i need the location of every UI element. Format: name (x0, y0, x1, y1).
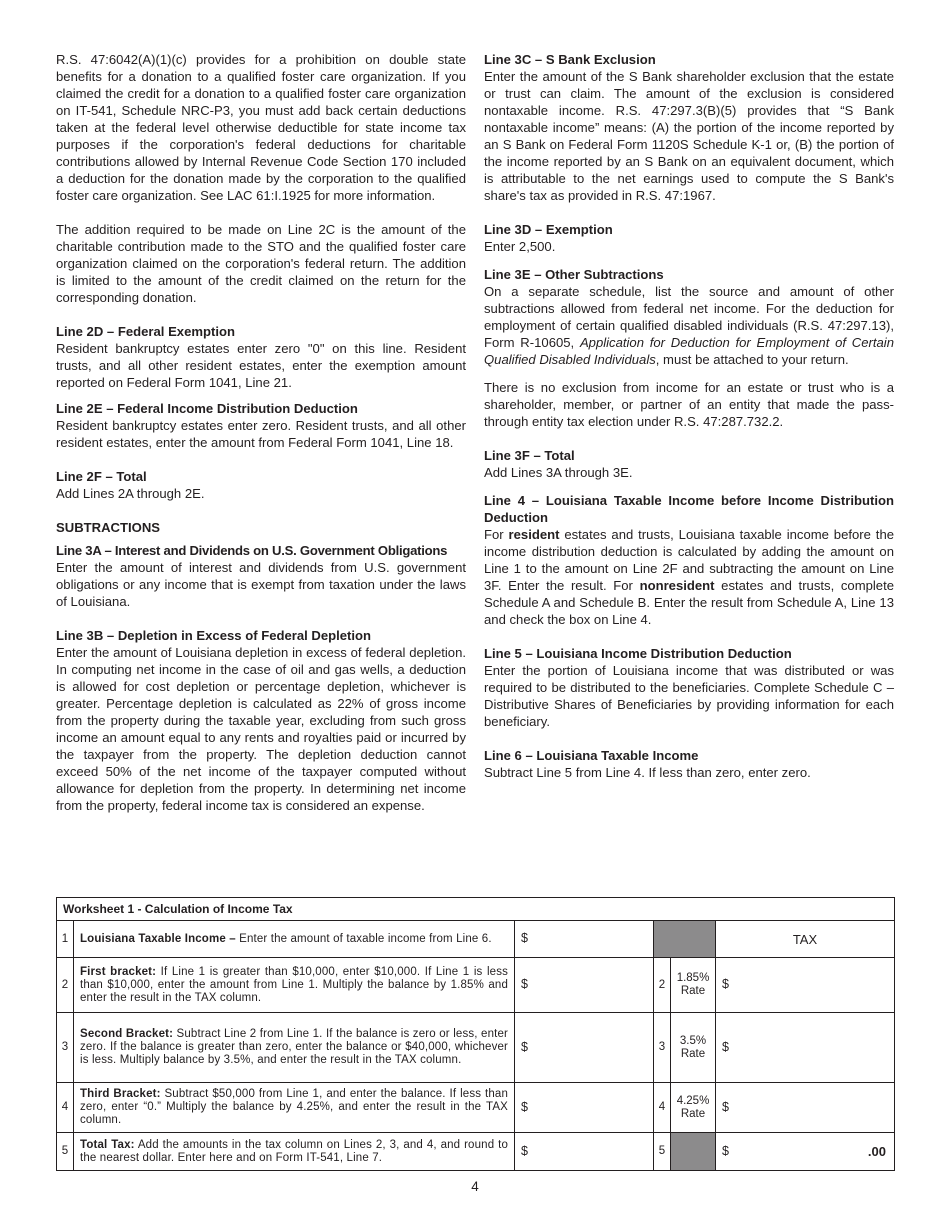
tax-field[interactable]: $ (716, 1013, 895, 1083)
shaded-cell (671, 1133, 716, 1171)
line-2d-text: Resident bankruptcy estates enter zero "0" on this line. Resident trusts, and all other resident estates, enter the exemption amount reported on Federal Form 1041, Line 21. (56, 341, 466, 390)
row-number: 4 (57, 1083, 74, 1133)
line-number: 3 (654, 1013, 671, 1083)
tax-column-header: TAX (716, 921, 895, 958)
shaded-cell (654, 921, 716, 958)
amount-field[interactable]: $ (515, 958, 654, 1013)
amount-field[interactable]: $ (515, 1133, 654, 1171)
line-3e-text: On a separate schedule, list the source and amount of other subtractions allowed from federal net income. For the deduction for employment of certain qualified disabled individuals (R.S. 47:297.13), Form R-10605, Application for Deduction for Employment of Certain Qualified Disabled Individuals, must be attached to your return. (484, 284, 894, 367)
row-description: Total Tax: Add the amounts in the tax column on Lines 2, 3, and 4, and round to the nearest dollar. Enter here and on Form IT-541, Line 7. (74, 1133, 515, 1171)
row-description: Second Bracket: Subtract Line 2 from Line 1. If the balance is zero or less, enter zero. If the balance is greater than zero, enter the balance or $40,000, whichever is less. Multiply balance by 3.5%, and enter the result in the TAX column. (74, 1013, 515, 1083)
line-3d-text: Enter 2,500. (484, 239, 556, 254)
cents-label: .00 (867, 1143, 886, 1159)
tax-field[interactable]: $ (716, 1083, 895, 1133)
worksheet-row-2 (57, 958, 895, 1013)
line-3e-note: There is no exclusion from income for an estate or trust who is a shareholder, member, or partner of an entity that made the pass-through entity tax election under R.S. 47:287.732.2. (484, 380, 894, 429)
worksheet-title: Worksheet 1 - Calculation of Income Tax (57, 898, 895, 921)
line-3f-text: Add Lines 3A through 3E. (484, 465, 633, 480)
row-description: Louisiana Taxable Income – Enter the amount of taxable income from Line 6. (74, 921, 515, 958)
line-number: 5 (654, 1133, 671, 1171)
line-3e-heading: Line 3E – Other Subtractions (484, 267, 664, 282)
tax-field[interactable]: $ (716, 958, 895, 1013)
line-number: 4 (654, 1083, 671, 1133)
worksheet-row-1 (57, 921, 895, 958)
line-3b-heading: Line 3B – Depletion in Excess of Federal Depletion (56, 628, 372, 643)
amount-field[interactable]: $ (515, 921, 654, 958)
row-description: First bracket: If Line 1 is greater than $10,000, enter $10,000. If Line 1 is less than $10,000, enter the amount from Line 1. Multiply the balance by 1.85% and enter the result in the TAX column. (74, 958, 515, 1013)
addition-paragraph: The addition required to be made on Line 2C is the amount of the charitable contribution made to the STO and the qualified foster care organization claimed on the corporation's federal return. The addition is limited to the amount of the credit claimed on the return for the corresponding donation. (56, 222, 466, 305)
line-4-text: For resident estates and trusts, Louisiana taxable income before the income distribution deduction is calculated by adding the amount on Line 1 to the amount on Line 2F and subtracting the amount on Line 3F. Enter the result. For nonresident estates and trusts, complete Schedule A and Schedule B. Enter the result from Schedule A, Line 13 and check the box on Line 4. (484, 527, 895, 627)
line-6-heading: Line 6 – Louisiana Taxable Income (484, 748, 699, 763)
rate-cell: 3.5% Rate (671, 1013, 716, 1083)
subtractions-heading: SUBTRACTIONS (56, 520, 161, 535)
line-4-heading: Line 4 – Louisiana Taxable Income before Income Distribution Deduction (484, 493, 894, 525)
amount-field[interactable]: $ (515, 1013, 654, 1083)
worksheet-row-3 (57, 1013, 895, 1083)
worksheet-row-4 (57, 1083, 895, 1133)
line-5-heading: Line 5 – Louisiana Income Distribution Deduction (484, 646, 792, 661)
amount-field[interactable]: $ (515, 1083, 654, 1133)
form-title-italic: Application for Deduction for Employment of Certain Qualified Disabled Individuals (484, 335, 894, 367)
line-3a-text: Enter the amount of interest and dividends from U.S. government obligations or any income that is exempt from taxation under the laws of Louisiana. (56, 560, 466, 609)
row-number: 5 (57, 1133, 74, 1171)
line-number: 2 (654, 958, 671, 1013)
line-6-text: Subtract Line 5 from Line 4. If less than zero, enter zero. (484, 765, 811, 780)
right-column (484, 51, 894, 781)
line-5-text: Enter the portion of Louisiana income that was distributed or was required to be distributed to the beneficiaries. Complete Schedule C – Distributive Shares of Beneficiaries by providing information for each beneficiary. (484, 663, 894, 729)
row-description: Third Bracket: Subtract $50,000 from Line 1, and enter the balance. If less than zero, enter “0.” Multiply the balance by 4.25%, and enter the result in the TAX column. (74, 1083, 515, 1133)
left-column (56, 51, 466, 814)
foster-care-paragraph: R.S. 47:6042(A)(1)(c) provides for a prohibition on double state benefits for a donation to a qualified foster care organization. If you claimed the credit for a donation to a qualified foster care organization on IT-541, Schedule NRC-P3, you must add back certain deductions taken at the federal level otherwise deductible for state income tax purposes if the corporation's federal deductions for charitable contributions allowed by Internal Revenue Code Section 170 included a deduction for the donation made by the corporation to the qualified foster care organization. See LAC 61:I.1925 for more information. (56, 52, 466, 203)
line-3a-heading: Line 3A – Interest and Dividends on U.S. Government Obligations (56, 543, 448, 558)
worksheet-row-5 (57, 1133, 895, 1171)
line-3c-text: Enter the amount of the S Bank shareholder exclusion that the estate or trust can claim. The amount of the exclusion is considered nontaxable income. R.S. 47:297.3(B)(5) provides that “S Bank nontaxable income” means: (A) the portion of the income reported by an S Bank on Federal Form 1120S Schedule K-1 or, (B) the portion of the income reported by an S Bank on an equivalent document, which is attributable to the net earnings used to compute the S Bank's share's tax as provided in R.S. 47:1967. (484, 69, 894, 203)
line-2e-text: Resident bankruptcy estates enter zero. Resident trusts, and all other resident estates, enter the amount from Federal Form 1041, Line 18. (56, 418, 466, 450)
line-3b-text: Enter the amount of Louisiana depletion in excess of federal depletion. In computing net income in the case of oil and gas wells, a deduction is allowed for cost depletion or percentage depletion, whichever is greater. Percentage depletion is calculated as 22% of gross income from the property during the taxable year, excluding from such gross income an amount equal to any rents and royalties paid or incurred by the taxpayer from the property. The depletion deduction cannot exceed 50% of the net income of the taxpayer computed without allowance for depletion from the property. In determining net income from the property, federal income tax is considered an expense. (56, 645, 466, 813)
line-2d-heading: Line 2D – Federal Exemption (56, 324, 235, 339)
line-2f-heading: Line 2F – Total (56, 469, 147, 484)
line-3d-heading: Line 3D – Exemption (484, 222, 613, 237)
rate-cell: 1.85% Rate (671, 958, 716, 1013)
total-tax-field[interactable]: $ .00 (716, 1133, 895, 1171)
line-3c-heading: Line 3C – S Bank Exclusion (484, 52, 656, 67)
row-number: 1 (57, 921, 74, 958)
row-number: 3 (57, 1013, 74, 1083)
line-2f-text: Add Lines 2A through 2E. (56, 486, 205, 501)
rate-cell: 4.25% Rate (671, 1083, 716, 1133)
page-number: 4 (471, 1179, 479, 1194)
worksheet-table (56, 897, 895, 1171)
row-number: 2 (57, 958, 74, 1013)
line-2e-heading: Line 2E – Federal Income Distribution Deduction (56, 401, 358, 416)
line-3f-heading: Line 3F – Total (484, 448, 575, 463)
